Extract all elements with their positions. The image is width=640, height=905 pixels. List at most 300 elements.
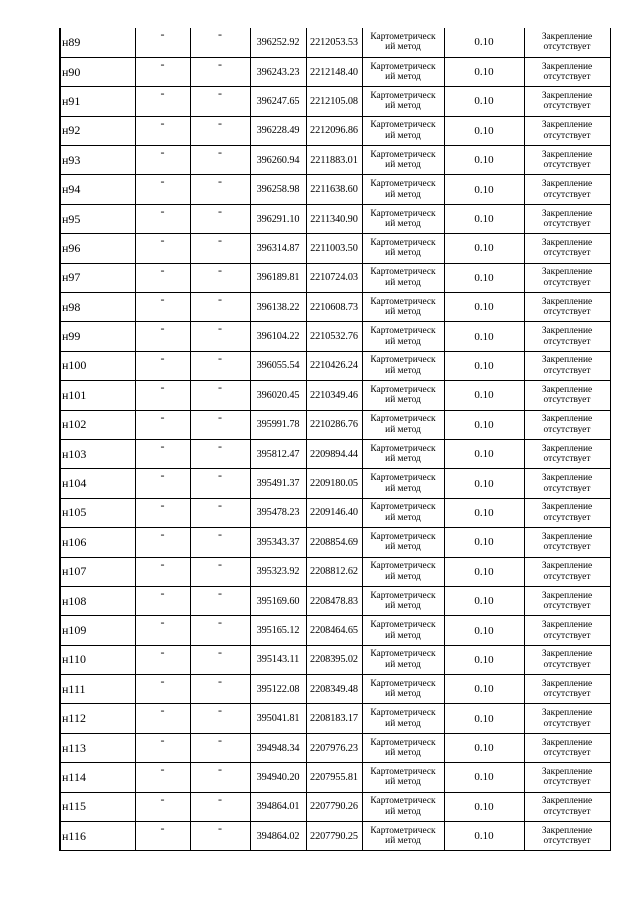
y-coordinate-cell: 2208812.62 — [306, 557, 362, 586]
y-coordinate-cell: 2212053.53 — [306, 28, 362, 57]
table-row — [60, 733, 610, 762]
accuracy-cell: 0.10 — [444, 234, 524, 263]
method-cell — [362, 293, 444, 322]
prev-x-cell: - — [135, 263, 190, 292]
method-line: ий метод — [385, 395, 421, 406]
fixing-line: Закрепление — [541, 502, 593, 513]
fixing-cell — [524, 675, 610, 704]
fixing-line: Закрепление — [541, 326, 593, 337]
prev-x-cell: - — [135, 586, 190, 615]
y-coordinate-cell: 2210608.73 — [306, 293, 362, 322]
fixing-line: отсутствует — [543, 101, 591, 112]
accuracy-cell: 0.10 — [444, 322, 524, 351]
table-row — [60, 263, 610, 292]
x-coordinate-cell: 396138.22 — [250, 293, 306, 322]
point-id-cell: н104 — [60, 469, 135, 498]
method-cell — [362, 528, 444, 557]
method-cell — [362, 822, 444, 851]
x-coordinate-cell: 396260.94 — [250, 146, 306, 175]
fixing-cell — [524, 645, 610, 674]
fixing-line: отсутствует — [543, 130, 591, 141]
point-id-cell: н97 — [60, 263, 135, 292]
point-id-cell: н110 — [60, 645, 135, 674]
x-coordinate-cell: 395143.11 — [250, 645, 306, 674]
method-line: Картометрическ — [370, 649, 436, 660]
method-line: Картометрическ — [370, 355, 436, 366]
prev-y-cell: - — [190, 263, 250, 292]
table-row — [60, 616, 610, 645]
method-line: ий метод — [385, 630, 421, 641]
fixing-line: отсутствует — [543, 630, 591, 641]
prev-x-cell: - — [135, 410, 190, 439]
accuracy-cell: 0.10 — [444, 87, 524, 116]
fixing-cell — [524, 263, 610, 292]
prev-x-cell: - — [135, 616, 190, 645]
table-row — [60, 645, 610, 674]
table-row — [60, 822, 610, 851]
fixing-cell — [524, 322, 610, 351]
method-line: ий метод — [385, 277, 421, 288]
prev-x-cell: - — [135, 763, 190, 792]
y-coordinate-cell: 2212148.40 — [306, 57, 362, 86]
x-coordinate-cell: 396258.98 — [250, 175, 306, 204]
accuracy-cell: 0.10 — [444, 822, 524, 851]
fixing-cell — [524, 439, 610, 468]
y-coordinate-cell: 2211638.60 — [306, 175, 362, 204]
prev-x-cell: - — [135, 146, 190, 175]
method-line: ий метод — [385, 659, 421, 670]
prev-x-cell: - — [135, 87, 190, 116]
method-line: ий метод — [385, 424, 421, 435]
prev-x-cell: - — [135, 322, 190, 351]
table-row — [60, 293, 610, 322]
prev-y-cell: - — [190, 439, 250, 468]
point-id-cell: н91 — [60, 87, 135, 116]
x-coordinate-cell: 395812.47 — [250, 439, 306, 468]
fixing-line: отсутствует — [543, 160, 591, 171]
prev-y-cell: - — [190, 57, 250, 86]
method-cell — [362, 116, 444, 145]
table-row — [60, 175, 610, 204]
point-id-cell: н99 — [60, 322, 135, 351]
method-cell — [362, 557, 444, 586]
fixing-cell — [524, 87, 610, 116]
accuracy-cell: 0.10 — [444, 528, 524, 557]
x-coordinate-cell: 395478.23 — [250, 498, 306, 527]
x-coordinate-cell: 396020.45 — [250, 381, 306, 410]
x-coordinate-cell: 396291.10 — [250, 204, 306, 233]
method-line: Картометрическ — [370, 149, 436, 160]
fixing-line: отсутствует — [543, 659, 591, 670]
fixing-line: отсутствует — [543, 365, 591, 376]
method-line: Картометрическ — [370, 326, 436, 337]
fixing-line: Закрепление — [541, 473, 593, 484]
accuracy-cell: 0.10 — [444, 733, 524, 762]
method-line: ий метод — [385, 336, 421, 347]
point-id-cell: н113 — [60, 733, 135, 762]
fixing-line: Закрепление — [541, 355, 593, 366]
x-coordinate-cell: 395169.60 — [250, 586, 306, 615]
fixing-line: Закрепление — [541, 737, 593, 748]
prev-x-cell: - — [135, 175, 190, 204]
fixing-line: Закрепление — [541, 120, 593, 131]
point-id-cell: н98 — [60, 293, 135, 322]
fixing-cell — [524, 204, 610, 233]
fixing-line: Закрепление — [541, 796, 593, 807]
prev-y-cell: - — [190, 322, 250, 351]
fixing-line: Закрепление — [541, 61, 593, 72]
method-line: Картометрическ — [370, 208, 436, 219]
table-row — [60, 381, 610, 410]
method-line: ий метод — [385, 189, 421, 200]
table-row — [60, 322, 610, 351]
x-coordinate-cell: 394948.34 — [250, 733, 306, 762]
method-line: Картометрическ — [370, 120, 436, 131]
fixing-line: отсутствует — [543, 748, 591, 759]
table-row — [60, 557, 610, 586]
method-cell — [362, 234, 444, 263]
prev-y-cell: - — [190, 410, 250, 439]
method-line: Картометрическ — [370, 237, 436, 248]
method-line: Картометрическ — [370, 766, 436, 777]
fixing-cell — [524, 234, 610, 263]
fixing-line: отсутствует — [543, 806, 591, 817]
fixing-cell — [524, 57, 610, 86]
accuracy-cell: 0.10 — [444, 645, 524, 674]
prev-y-cell: - — [190, 351, 250, 380]
method-line: Картометрическ — [370, 443, 436, 454]
accuracy-cell: 0.10 — [444, 146, 524, 175]
fixing-line: Закрепление — [541, 649, 593, 660]
x-coordinate-cell: 396252.92 — [250, 28, 306, 57]
table-row — [60, 234, 610, 263]
fixing-line: отсутствует — [543, 571, 591, 582]
fixing-line: отсутствует — [543, 336, 591, 347]
table-row — [60, 439, 610, 468]
accuracy-cell: 0.10 — [444, 675, 524, 704]
method-cell — [362, 763, 444, 792]
x-coordinate-cell: 395122.08 — [250, 675, 306, 704]
method-line: Картометрическ — [370, 414, 436, 425]
y-coordinate-cell: 2209894.44 — [306, 439, 362, 468]
fixing-cell — [524, 351, 610, 380]
prev-y-cell: - — [190, 498, 250, 527]
method-line: Картометрическ — [370, 384, 436, 395]
fixing-line: отсутствует — [543, 307, 591, 318]
prev-x-cell: - — [135, 675, 190, 704]
fixing-cell — [524, 146, 610, 175]
prev-x-cell: - — [135, 792, 190, 821]
prev-y-cell: - — [190, 381, 250, 410]
table-row — [60, 469, 610, 498]
y-coordinate-cell: 2207790.26 — [306, 792, 362, 821]
prev-y-cell: - — [190, 763, 250, 792]
fixing-line: отсутствует — [543, 42, 591, 53]
accuracy-cell: 0.10 — [444, 204, 524, 233]
method-line: ий метод — [385, 72, 421, 83]
point-id-cell: н100 — [60, 351, 135, 380]
table-row — [60, 763, 610, 792]
fixing-line: Закрепление — [541, 208, 593, 219]
method-cell — [362, 645, 444, 674]
accuracy-cell: 0.10 — [444, 498, 524, 527]
method-line: ий метод — [385, 571, 421, 582]
fixing-line: Закрепление — [541, 531, 593, 542]
method-line: Картометрическ — [370, 296, 436, 307]
accuracy-cell: 0.10 — [444, 175, 524, 204]
fixing-line: отсутствует — [543, 512, 591, 523]
method-cell — [362, 586, 444, 615]
point-id-cell: н108 — [60, 586, 135, 615]
method-line: ий метод — [385, 601, 421, 612]
fixing-cell — [524, 733, 610, 762]
fixing-line: отсутствует — [543, 542, 591, 553]
fixing-cell — [524, 528, 610, 557]
fixing-cell — [524, 557, 610, 586]
table-row — [60, 410, 610, 439]
fixing-line: Закрепление — [541, 561, 593, 572]
prev-x-cell: - — [135, 645, 190, 674]
accuracy-cell: 0.10 — [444, 469, 524, 498]
table-row — [60, 586, 610, 615]
x-coordinate-cell: 395491.37 — [250, 469, 306, 498]
fixing-cell — [524, 586, 610, 615]
method-line: Картометрическ — [370, 502, 436, 513]
fixing-line: отсутствует — [543, 424, 591, 435]
table-row — [60, 116, 610, 145]
method-line: ий метод — [385, 160, 421, 171]
x-coordinate-cell: 394940.20 — [250, 763, 306, 792]
prev-y-cell: - — [190, 116, 250, 145]
point-id-cell: н111 — [60, 675, 135, 704]
prev-y-cell: - — [190, 234, 250, 263]
y-coordinate-cell: 2210724.03 — [306, 263, 362, 292]
y-coordinate-cell: 2210532.76 — [306, 322, 362, 351]
prev-y-cell: - — [190, 616, 250, 645]
method-cell — [362, 57, 444, 86]
fixing-line: отсутствует — [543, 483, 591, 494]
prev-x-cell: - — [135, 351, 190, 380]
point-id-cell: н101 — [60, 381, 135, 410]
fixing-line: Закрепление — [541, 708, 593, 719]
y-coordinate-cell: 2207790.25 — [306, 822, 362, 851]
method-line: Картометрическ — [370, 825, 436, 836]
accuracy-cell: 0.10 — [444, 351, 524, 380]
accuracy-cell: 0.10 — [444, 704, 524, 733]
method-line: Картометрическ — [370, 708, 436, 719]
x-coordinate-cell: 395343.37 — [250, 528, 306, 557]
prev-x-cell: - — [135, 28, 190, 57]
point-id-cell: н114 — [60, 763, 135, 792]
point-id-cell: н94 — [60, 175, 135, 204]
prev-x-cell: - — [135, 733, 190, 762]
fixing-line: отсутствует — [543, 72, 591, 83]
x-coordinate-cell: 396055.54 — [250, 351, 306, 380]
method-cell — [362, 733, 444, 762]
prev-x-cell: - — [135, 704, 190, 733]
fixing-cell — [524, 175, 610, 204]
method-line: ий метод — [385, 42, 421, 53]
fixing-line: Закрепление — [541, 414, 593, 425]
point-id-cell: н96 — [60, 234, 135, 263]
fixing-line: Закрепление — [541, 678, 593, 689]
y-coordinate-cell: 2211003.50 — [306, 234, 362, 263]
point-id-cell: н92 — [60, 116, 135, 145]
prev-x-cell: - — [135, 234, 190, 263]
fixing-line: отсутствует — [543, 718, 591, 729]
method-cell — [362, 410, 444, 439]
y-coordinate-cell: 2210426.24 — [306, 351, 362, 380]
fixing-line: Закрепление — [541, 443, 593, 454]
table-row — [60, 498, 610, 527]
y-coordinate-cell: 2208395.02 — [306, 645, 362, 674]
x-coordinate-cell: 395323.92 — [250, 557, 306, 586]
fixing-line: Закрепление — [541, 384, 593, 395]
method-cell — [362, 263, 444, 292]
method-line: Картометрическ — [370, 267, 436, 278]
method-line: ий метод — [385, 365, 421, 376]
accuracy-cell: 0.10 — [444, 381, 524, 410]
point-id-cell: н109 — [60, 616, 135, 645]
fixing-cell — [524, 792, 610, 821]
fixing-cell — [524, 616, 610, 645]
method-cell — [362, 469, 444, 498]
y-coordinate-cell: 2209146.40 — [306, 498, 362, 527]
method-cell — [362, 175, 444, 204]
table-row — [60, 675, 610, 704]
point-id-cell: н107 — [60, 557, 135, 586]
prev-x-cell: - — [135, 498, 190, 527]
fixing-line: Закрепление — [541, 825, 593, 836]
fixing-cell — [524, 28, 610, 57]
point-id-cell: н93 — [60, 146, 135, 175]
method-cell — [362, 87, 444, 116]
method-line: ий метод — [385, 718, 421, 729]
method-cell — [362, 322, 444, 351]
fixing-line: Закрепление — [541, 237, 593, 248]
y-coordinate-cell: 2207976.23 — [306, 733, 362, 762]
prev-y-cell: - — [190, 822, 250, 851]
prev-y-cell: - — [190, 645, 250, 674]
method-line: ий метод — [385, 219, 421, 230]
method-line: Картометрическ — [370, 678, 436, 689]
method-line: Картометрическ — [370, 620, 436, 630]
accuracy-cell: 0.10 — [444, 792, 524, 821]
fixing-line: Закрепление — [541, 149, 593, 160]
prev-y-cell: - — [190, 528, 250, 557]
prev-x-cell: - — [135, 822, 190, 851]
fixing-line: Закрепление — [541, 590, 593, 601]
point-id-cell: н90 — [60, 57, 135, 86]
fixing-cell — [524, 116, 610, 145]
fixing-cell — [524, 763, 610, 792]
method-line: ий метод — [385, 836, 421, 847]
point-id-cell: н102 — [60, 410, 135, 439]
accuracy-cell: 0.10 — [444, 263, 524, 292]
method-line: ий метод — [385, 542, 421, 553]
fixing-line: отсутствует — [543, 219, 591, 230]
fixing-cell — [524, 498, 610, 527]
point-id-cell: н112 — [60, 704, 135, 733]
fixing-line: Закрепление — [541, 620, 593, 630]
method-line: ий метод — [385, 101, 421, 112]
prev-y-cell: - — [190, 675, 250, 704]
fixing-line: отсутствует — [543, 777, 591, 788]
method-line: ий метод — [385, 307, 421, 318]
accuracy-cell: 0.10 — [444, 28, 524, 57]
accuracy-cell: 0.10 — [444, 116, 524, 145]
method-line: ий метод — [385, 806, 421, 817]
method-cell — [362, 351, 444, 380]
point-id-cell: н103 — [60, 439, 135, 468]
prev-y-cell: - — [190, 28, 250, 57]
fixing-line: отсутствует — [543, 689, 591, 700]
method-cell — [362, 616, 444, 645]
table-row — [60, 146, 610, 175]
method-line: Картометрическ — [370, 590, 436, 601]
method-line: Картометрическ — [370, 61, 436, 72]
prev-y-cell: - — [190, 733, 250, 762]
x-coordinate-cell: 395165.12 — [250, 616, 306, 645]
fixing-line: Закрепление — [541, 296, 593, 307]
y-coordinate-cell: 2208349.48 — [306, 675, 362, 704]
y-coordinate-cell: 2207955.81 — [306, 763, 362, 792]
prev-x-cell: - — [135, 293, 190, 322]
method-line: Картометрическ — [370, 90, 436, 101]
table-row — [60, 204, 610, 233]
x-coordinate-cell: 395041.81 — [250, 704, 306, 733]
method-line: Картометрическ — [370, 179, 436, 190]
method-line: ий метод — [385, 748, 421, 759]
fixing-line: отсутствует — [543, 395, 591, 406]
fixing-line: отсутствует — [543, 189, 591, 200]
method-line: Картометрическ — [370, 737, 436, 748]
prev-y-cell: - — [190, 704, 250, 733]
x-coordinate-cell: 394864.02 — [250, 822, 306, 851]
table-row — [60, 528, 610, 557]
method-line: ий метод — [385, 689, 421, 700]
x-coordinate-cell: 396243.23 — [250, 57, 306, 86]
fixing-line: Закрепление — [541, 267, 593, 278]
prev-x-cell: - — [135, 57, 190, 86]
prev-y-cell: - — [190, 586, 250, 615]
table-row — [60, 792, 610, 821]
prev-x-cell: - — [135, 528, 190, 557]
prev-y-cell: - — [190, 87, 250, 116]
accuracy-cell: 0.10 — [444, 616, 524, 645]
y-coordinate-cell: 2212096.86 — [306, 116, 362, 145]
method-line: Картометрическ — [370, 561, 436, 572]
accuracy-cell: 0.10 — [444, 439, 524, 468]
table-row — [60, 351, 610, 380]
y-coordinate-cell: 2212105.08 — [306, 87, 362, 116]
fixing-line: отсутствует — [543, 601, 591, 612]
prev-y-cell: - — [190, 146, 250, 175]
prev-x-cell: - — [135, 116, 190, 145]
method-line: Картометрическ — [370, 531, 436, 542]
y-coordinate-cell: 2208854.69 — [306, 528, 362, 557]
fixing-line: отсутствует — [543, 836, 591, 847]
fixing-cell — [524, 293, 610, 322]
method-cell — [362, 204, 444, 233]
fixing-line: отсутствует — [543, 454, 591, 465]
method-line: Картометрическ — [370, 796, 436, 807]
y-coordinate-cell: 2208183.17 — [306, 704, 362, 733]
point-id-cell: н89 — [60, 28, 135, 57]
y-coordinate-cell: 2210286.76 — [306, 410, 362, 439]
method-line: ий метод — [385, 483, 421, 494]
y-coordinate-cell: 2211340.90 — [306, 204, 362, 233]
